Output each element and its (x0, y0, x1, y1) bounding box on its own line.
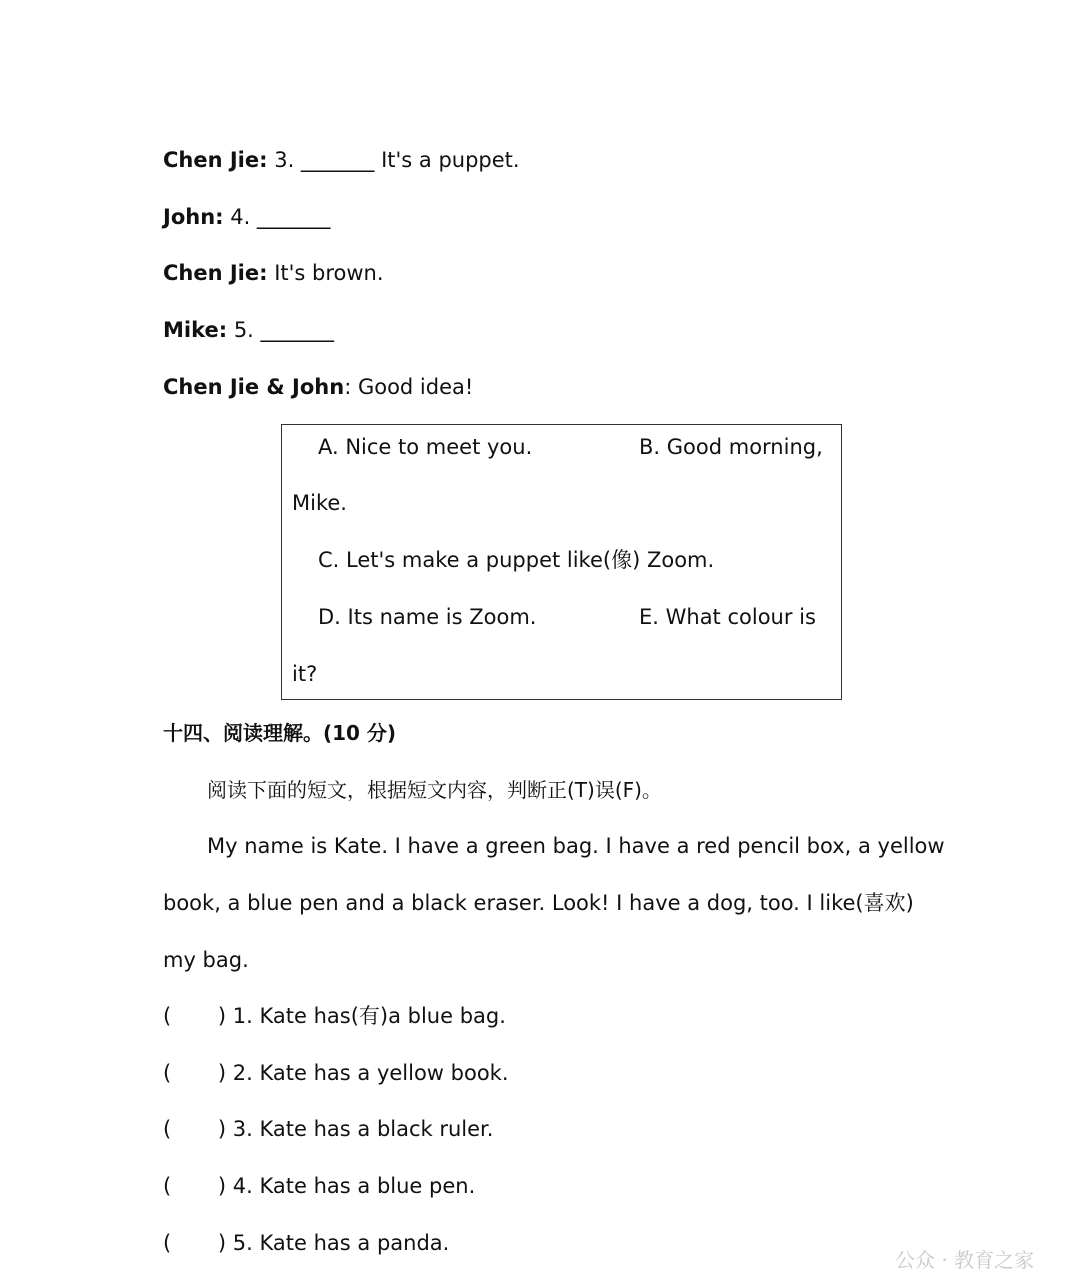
dialogue-line-4 (163, 316, 334, 344)
dialogue-line-5 (163, 373, 473, 401)
question-5: ( ) 5. Kate has a panda. (163, 1231, 450, 1255)
dialogue-line-2 (163, 203, 330, 231)
question-1: ( ) 1. Kate has(有)a blue bag. (163, 1004, 506, 1028)
option-a: A. Nice to meet you. (318, 435, 533, 459)
option-e: E. What colour is (639, 605, 816, 629)
option-b-continued: Mike. (292, 491, 347, 515)
question-2: ( ) 2. Kate has a yellow book. (163, 1061, 509, 1085)
speaker-name: Chen Jie: (163, 148, 268, 172)
question-3: ( ) 3. Kate has a black ruler. (163, 1117, 494, 1141)
dialogue-text: It's brown. (267, 261, 384, 285)
option-e-continued: it? (292, 662, 318, 686)
dialogue-line-3 (163, 259, 384, 287)
watermark: 公众 · 教育之家 (895, 1248, 1035, 1272)
passage-line-3: my bag. (163, 948, 249, 972)
speaker-name: Chen Jie: (163, 261, 268, 285)
passage-line-2: book, a blue pen and a black eraser. Look! I have a dog, too. I like(喜欢) (163, 891, 914, 915)
options-box (281, 424, 842, 700)
dialogue-text: : Good idea! (344, 375, 474, 399)
dialogue-text: 5. _______ (227, 318, 335, 342)
speaker-name: John: (163, 205, 224, 229)
dialogue-line-1 (163, 146, 520, 174)
section-instruction: 阅读下面的短文，根据短文内容，判断正(T)误(F)。 (207, 778, 662, 802)
speaker-name: Chen Jie & John (163, 375, 345, 399)
dialogue-text: 4. _______ (223, 205, 331, 229)
option-c: C. Let's make a puppet like(像) Zoom. (318, 548, 715, 572)
passage-line-1: My name is Kate. I have a green bag. I have a red pencil box, a yellow (207, 834, 945, 858)
section-heading: 十四、阅读理解。(10 分) (163, 721, 397, 745)
dialogue-text: 3. _______ It's a puppet. (267, 148, 520, 172)
question-4: ( ) 4. Kate has a blue pen. (163, 1174, 476, 1198)
speaker-name: Mike: (163, 318, 228, 342)
option-b: B. Good morning, (639, 435, 823, 459)
option-d: D. Its name is Zoom. (318, 605, 537, 629)
